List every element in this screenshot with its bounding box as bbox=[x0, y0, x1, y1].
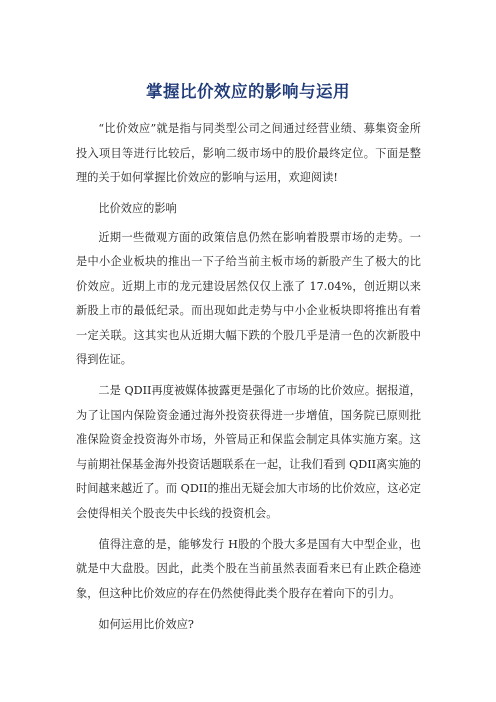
paragraph-intro: “比价效应”就是指与同类型公司之间通过经营业绩、募集资金所投入项目等进行比较后，影响二级市场中的股价最终定位。下面是整理的关于如何掌握比价效应的影响与运用，欢迎阅读! bbox=[76, 122, 421, 184]
paragraph-impact-1: 近期一些微观方面的政策信息仍然在影响着股票市场的走势。一是中小企业板块的推出一下子给当前主板市场的新股产生了极大的比价效应。近期上市的龙元建设居然仅仅上涨了 17.04%，创近期以来新股上市的最低纪录。而出现如此走势与中小企业板块即将推出有着一定关联。这其实也从近期大幅下跌的个股几乎是清一色的次新股中得到佐证。 bbox=[76, 230, 421, 366]
paragraph-impact-3: 值得注意的是，能够发行 H股的个股大多是国有大中型企业，也就是中大盘股。因此，此类个股在当前虽然表面看来已有止跌企稳迹象，但这种比价效应的存在仍然使得此类个股存在着向下的引力。 bbox=[76, 537, 421, 600]
section-heading-impact: 比价效应的影响 bbox=[98, 202, 177, 215]
document-title: 掌握比价效应的影响与运用 bbox=[146, 82, 350, 101]
paragraph-impact-2: 二是 QDII再度被媒体披露更是强化了市场的比价效应。据报道，为了让国内保险资金通过海外投资获得进一步增值，国务院已原则批准保险资金投资海外市场，外管局正和保监会制定具体实施方案。这与前期社保基金海外投资话题联系在一起，让我们看到 QDII离实施的时间越来越近了。而 QDII的推出无疑会加大市场的比价效应，这必定会使得相关个股丧失中长线的投资机会。 bbox=[76, 384, 421, 520]
section-heading-usage: 如何运用比价效应? bbox=[98, 617, 194, 631]
document-body bbox=[76, 117, 421, 641]
